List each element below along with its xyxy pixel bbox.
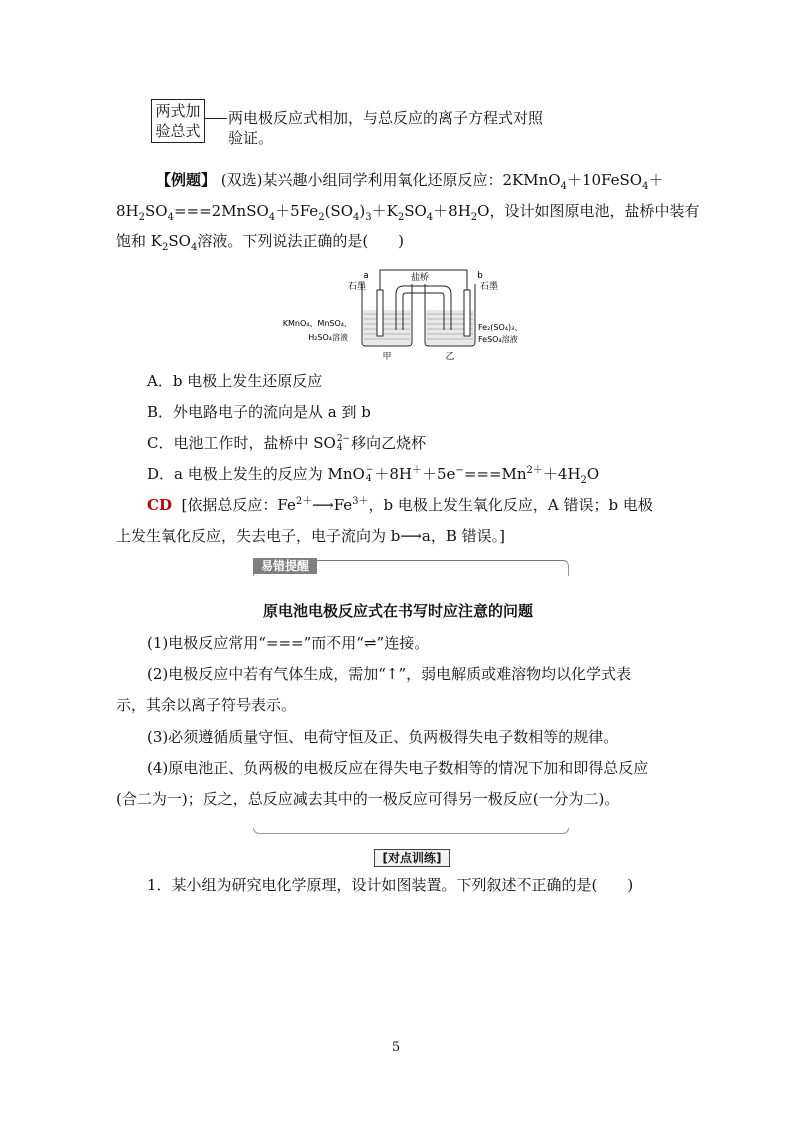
note-p2-line2: 示，其余以离子符号表示。	[116, 696, 297, 714]
example-label: 【例题】	[156, 171, 217, 189]
option-b: B．外电路电子的流向是从 a 到 b	[147, 403, 371, 421]
verify-tag-connector	[205, 118, 227, 119]
example-line3: 饱和 $K_2SO_4$溶液。下列说法正确的是( )	[116, 232, 405, 253]
note-p2-line1: (2)电极反应中若有气体生成，需加“↑”，弱电解质或难溶物均以化学式表	[147, 665, 632, 683]
verify-tag-line2: 验总式	[155, 122, 201, 140]
note-title: 原电池电极反应式在书写时应注意的问题	[263, 602, 534, 620]
note-p4-line2: (合二为一)；反之，总反应减去其中的一极反应可得另一极反应(一分为二)。	[116, 790, 620, 808]
note-p4-line1: (4)原电池正、负两极的电极反应在得失电子数相等的情况下加和即得总反应	[147, 759, 649, 777]
left-solution-fill	[363, 310, 411, 345]
galvanic-cell-figure	[280, 264, 540, 364]
beaker-right-label: 乙	[445, 352, 455, 362]
right-solution-label-1: Fe₂(SO₄)₃、	[478, 323, 523, 332]
option-d: D．a 电极上发生的反应为 MnO − 4 $+8H^++5e^-===Mn^{2+}+4H_2O$	[147, 465, 600, 486]
electrode-b-letter: b	[477, 271, 483, 281]
training-question-1: 1．某小组为研究电化学原理，设计如图装置。下列叙述不正确的是( )	[147, 876, 634, 894]
option-c: C．电池工作时，盐桥中 SO 2− 4 移向乙烧杯	[147, 434, 427, 453]
verify-tag-box	[151, 99, 205, 143]
note-tab: 易错提醒	[253, 558, 317, 574]
answer-line1: CD [依据总反应：$Fe^{2+}⟶Fe^{3+}$，b 电极上发生氧化反应，A 错误；b 电极	[147, 496, 653, 514]
verify-tag-line1: 两式加	[155, 102, 201, 120]
verify-text-line1: 两电极反应式相加，与总反应的离子方程式对照	[228, 109, 544, 127]
page-number: 5	[391, 1040, 401, 1055]
answer-line2: 上发生氧化反应，失去电子，电子流向为 b⟶a，B 错误。]	[116, 527, 505, 545]
left-solution-label-2: H₂SO₄溶液	[308, 333, 348, 342]
beaker-left-label: 甲	[382, 352, 392, 362]
note-p1: (1)电极反应常用“===”而不用“⇌”连接。	[147, 634, 430, 652]
salt-bridge-label: 盐桥	[410, 273, 430, 283]
example-line1: 【例题】 (双选)某兴趣小组同学利用氧化还原反应：2KMnO$_4$＋10FeSO$_4$＋	[156, 171, 664, 192]
electrode-a-name: 石墨	[347, 282, 366, 292]
note-p3: (3)必须遵循质量守恒、电荷守恒及正、负两极得失电子数相等的规律。	[147, 728, 619, 746]
answer-key: CD	[147, 496, 172, 514]
right-solution-label-2: FeSO₄溶液	[478, 335, 518, 344]
verify-text-line2: 验证。	[228, 129, 274, 147]
option-a: A．b 电极上发生还原反应	[147, 372, 323, 390]
electrode-a-letter: a	[363, 271, 369, 281]
electrode-a	[377, 290, 383, 336]
left-solution-label-1: KMnO₄、MnSO₄、	[282, 319, 352, 328]
example-line2: $8H_2SO_4===2MnSO_4+5Fe_2(SO_4)_3+K_2SO_4+8H_2O$，设计如图原电池，盐桥中装有	[116, 202, 700, 223]
electrode-b-name: 石墨	[480, 282, 499, 292]
electrode-b	[464, 290, 470, 336]
training-label: [对点训练]	[374, 849, 450, 867]
